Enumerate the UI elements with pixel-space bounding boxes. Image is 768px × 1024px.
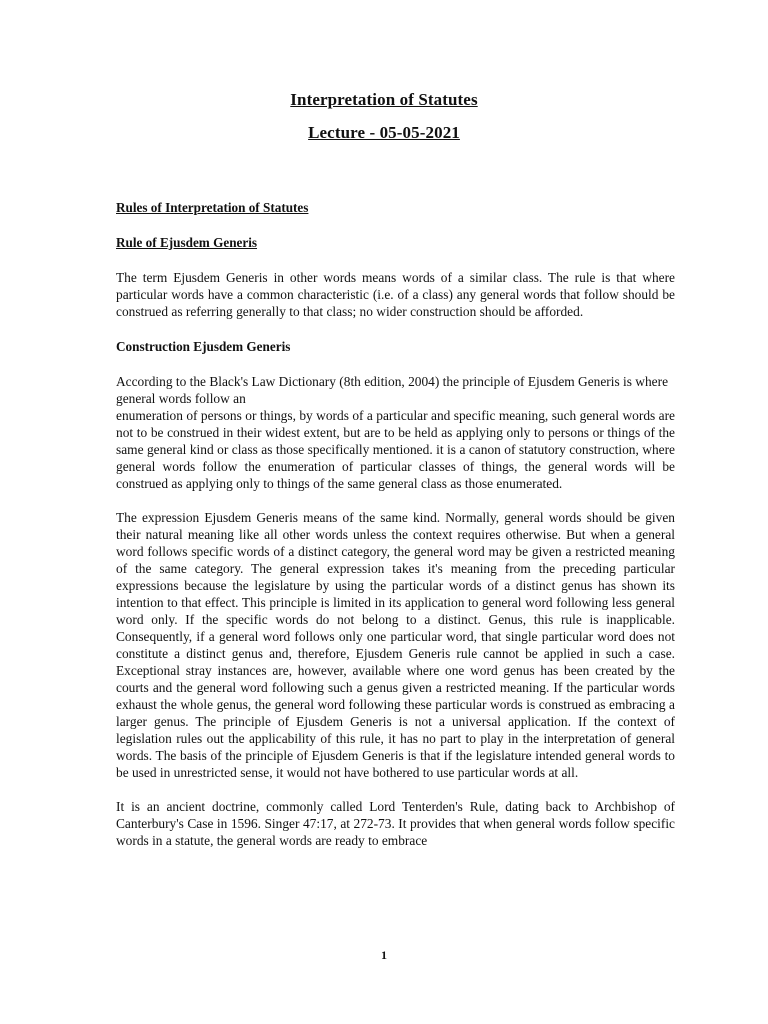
section-heading-ejusdem: Rule of Ejusdem Generis	[116, 235, 258, 250]
paragraph-definition: The term Ejusdem Generis in other words means words of a similar class. The rule is that where particular words have a common characteristic (i.e. of a class) any general words that follow should be construed as referring generally to that class; no wider construction should be afforded.	[116, 270, 675, 319]
document-body	[116, 199, 675, 849]
paragraph-blacks-law: enumeration of persons or things, by words of a particular and specific meaning, such general words are not to be construed in their widest extent, but are to be held as applying only to persons or things of the same general kind or class as those specifically mentioned. it is a canon of statutory construction, where general words follow the enumeration of particular classes of things, the general words will be construed as applying only to things of the same general class as those enumerated.	[116, 408, 675, 491]
paragraph-expression: The expression Ejusdem Generis means of the same kind. Normally, general words should be given their natural meaning like all other words unless the context requires otherwise. But when a general word follows specific words of a distinct category, the general word may be given a restricted meaning of the same category. The general expression takes it's meaning from the preceding particular expressions because the legislature by using the particular words of a distinct genus has shown its intention to that effect. This principle is limited in its application to general word following less general word only. If the specific words do not belong to a distinct. Genus, this rule is inapplicable. Consequently, if a general word follows only one particular word, that single particular word does not constitute a distinct genus and, therefore, Ejusdem Generis rule cannot be applied in such a case. Exceptional stray instances are, however, available where one word genus has been created by the courts and the general word following such a genus given a restricted meaning. If the particular words exhaust the whole genus, the general word following these particular words is construed as embracing a larger genus. The principle of Ejusdem Generis is not a universal application. If the context of legislation rules out the applicability of this rule, it has no part to play in the interpretation of general words. The basis of the principle of Ejusdem Generis is that if the legislature intended general words to be used in unrestricted sense, it would not have bothered to use particular words at all.	[116, 510, 675, 780]
page-number: 1	[381, 948, 387, 962]
document-subtitle: Lecture - 05-05-2021	[308, 123, 460, 142]
paragraph-ancient-doctrine: It is an ancient doctrine, commonly called Lord Tenterden's Rule, dating back to Archbishop of Canterbury's Case in 1596. Singer 47:17, at 272-73. It provides that when general words follow specific words in a statute, the general words are ready to embrace	[116, 799, 675, 848]
section-heading-rules: Rules of Interpretation of Statutes	[116, 200, 309, 215]
section-heading-construction: Construction Ejusdem Generis	[116, 339, 291, 354]
document-title: Interpretation of Statutes	[290, 90, 478, 109]
paragraph-blacks-law-intro: According to the Black's Law Dictionary (8th edition, 2004) the principle of Ejusdem Generis is where general words follow an	[116, 374, 669, 406]
